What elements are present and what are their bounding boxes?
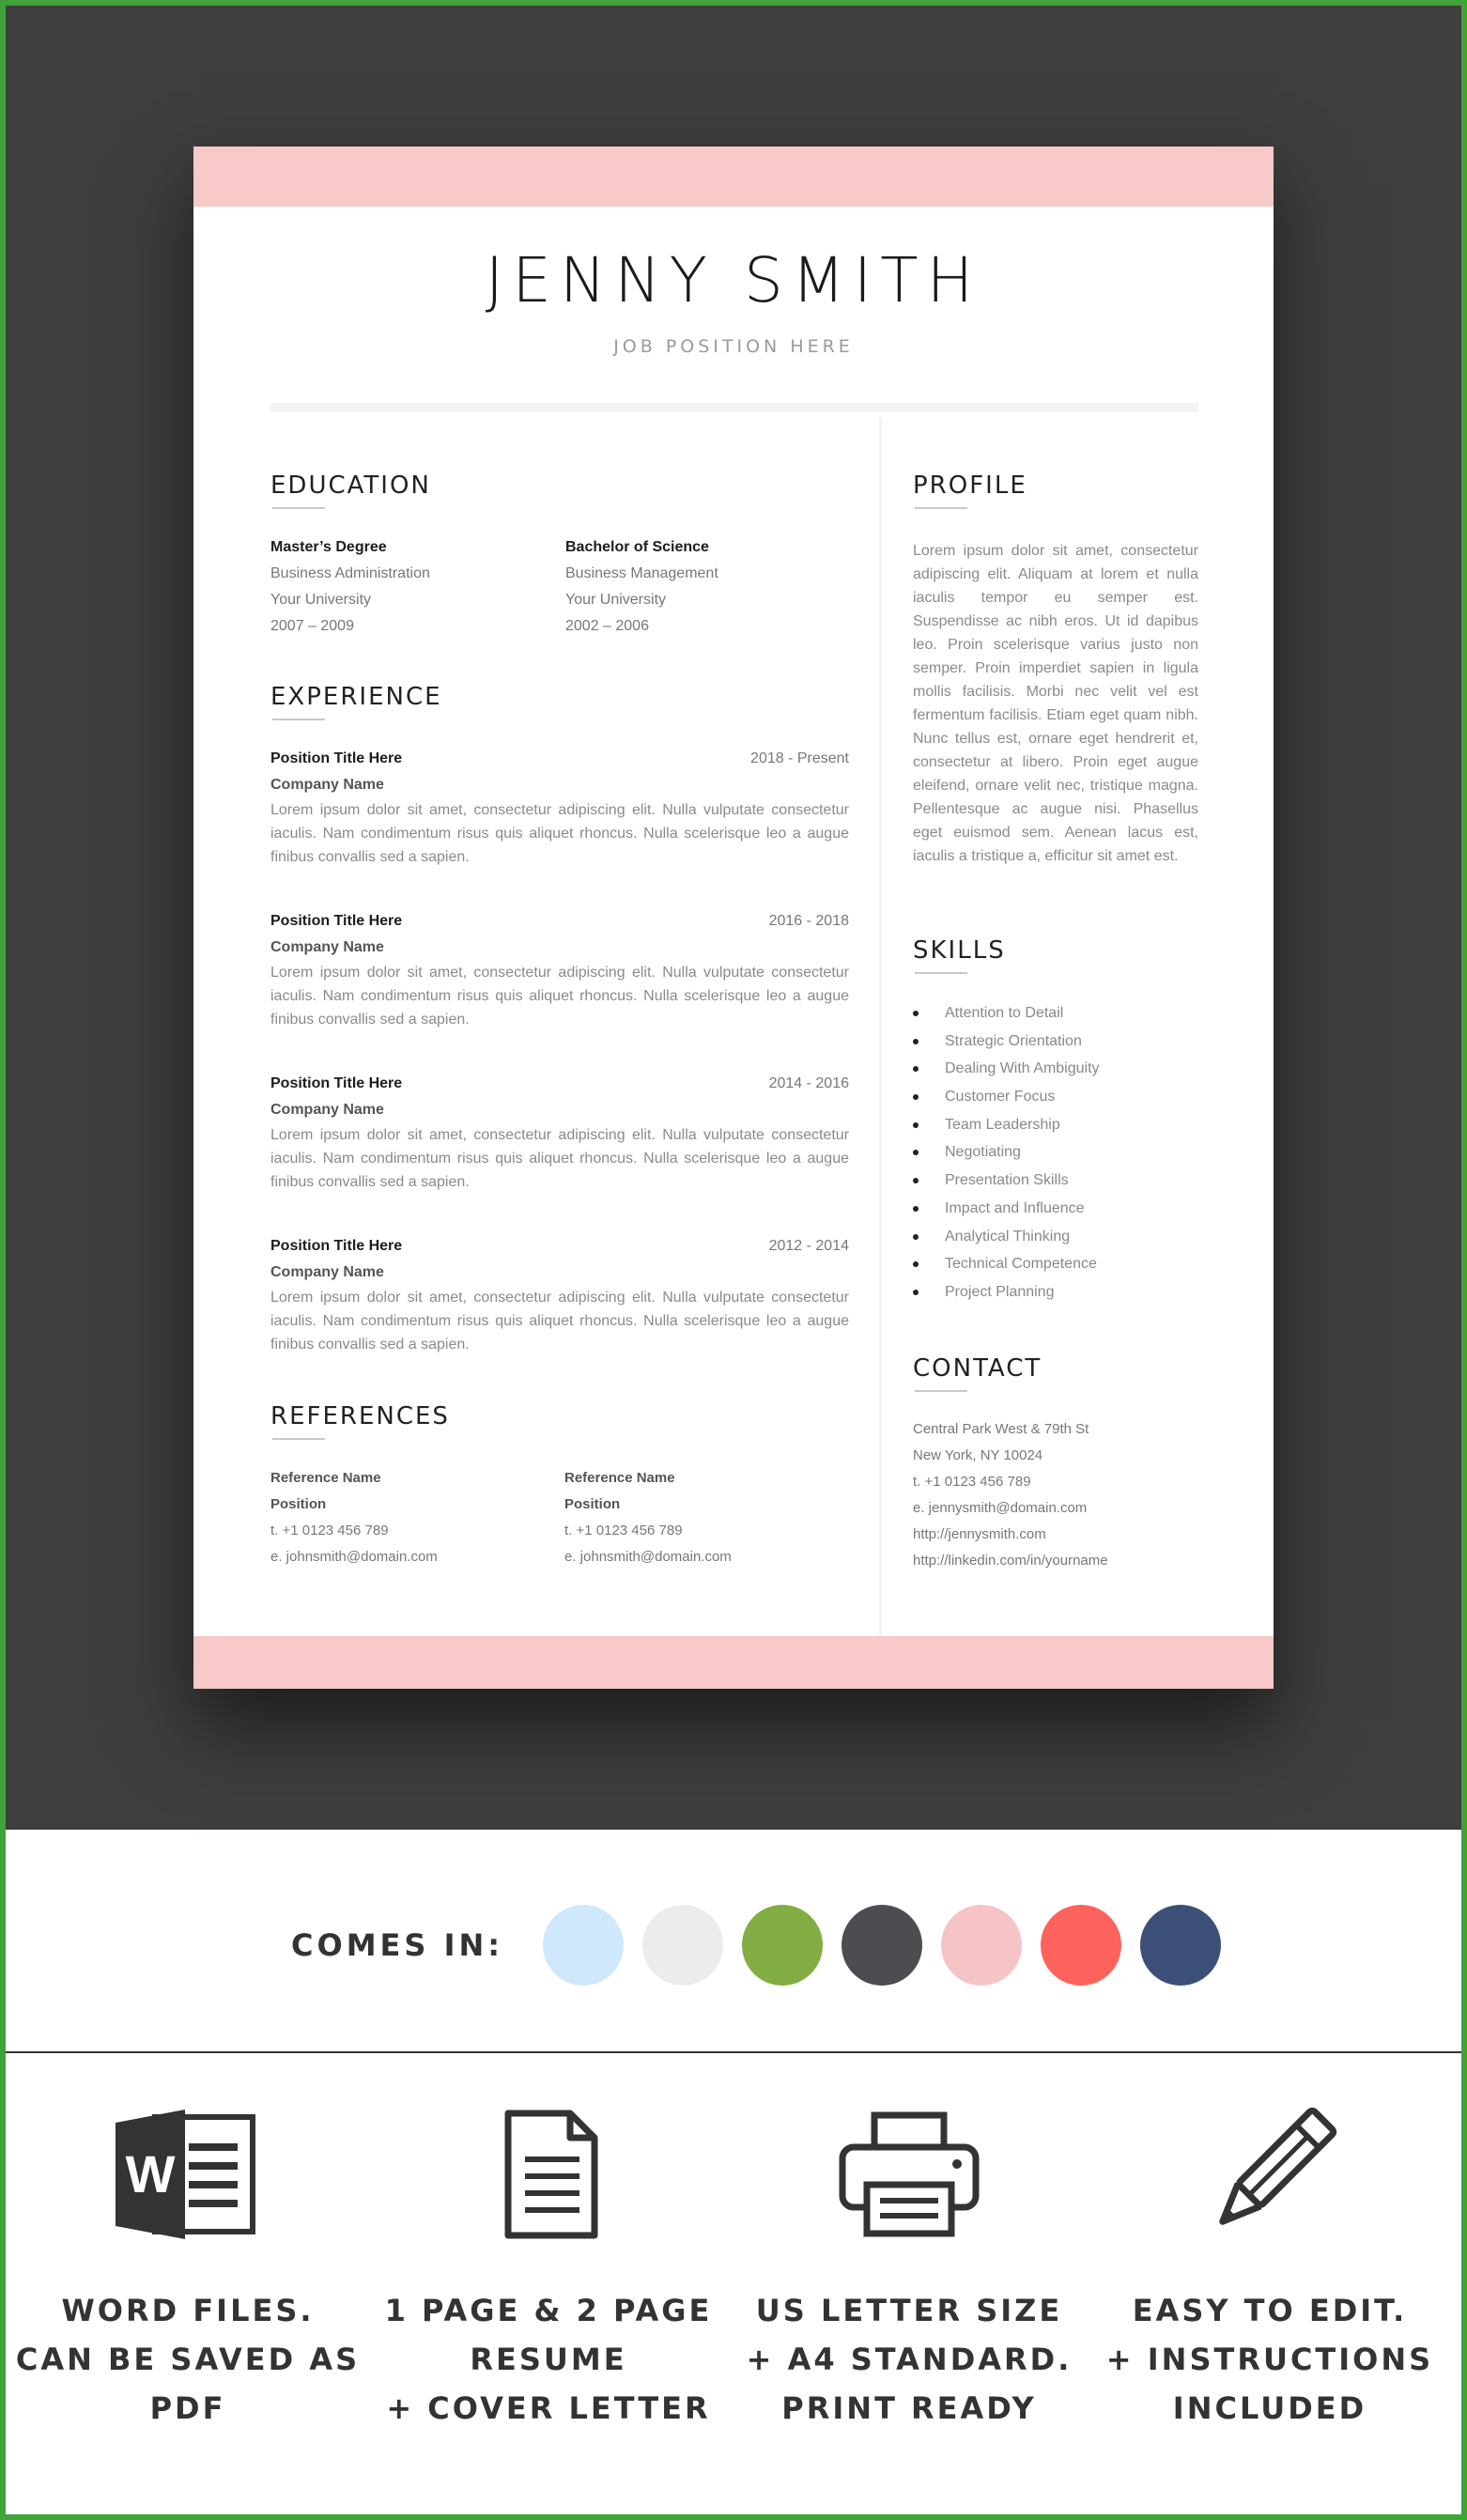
school: Your University xyxy=(565,592,667,608)
color-options xyxy=(291,1905,1221,1986)
skill-item: Negotiating xyxy=(913,1138,1100,1167)
contact-website: http://jennysmith.com xyxy=(913,1526,1046,1542)
feature-text xyxy=(726,2286,1092,2433)
feature-easy-edit xyxy=(1087,2104,1453,2433)
job-date: 2012 - 2014 xyxy=(768,1238,849,1254)
skill-item: Analytical Thinking xyxy=(913,1223,1100,1251)
comes-in-label: COMES IN: xyxy=(291,1927,504,1963)
feature-word-files xyxy=(5,2104,371,2433)
color-swatches xyxy=(524,1905,1221,1986)
reference-email: e. johnsmith@domain.com xyxy=(270,1549,438,1565)
skill-item: Strategic Orientation xyxy=(913,1028,1100,1056)
job-title: Position Title Here xyxy=(270,1075,403,1091)
experience-heading: EXPERIENCE xyxy=(270,683,442,711)
word-icon xyxy=(99,2104,277,2245)
profile-underline xyxy=(915,507,967,509)
skills-underline xyxy=(915,972,967,974)
document-icon xyxy=(459,2104,638,2245)
company-name: Company Name xyxy=(270,1102,384,1118)
feature-paper-size xyxy=(726,2104,1092,2433)
color-swatch[interactable] xyxy=(1140,1905,1221,1986)
school: Your University xyxy=(270,592,372,608)
color-swatch[interactable] xyxy=(842,1905,922,1986)
skills-list xyxy=(913,999,1100,1306)
feature-line: PDF xyxy=(149,2390,226,2426)
years: 2007 – 2009 xyxy=(270,618,354,634)
feature-line: PRINT READY xyxy=(781,2390,1037,2426)
accent-band-top xyxy=(193,147,1274,207)
company-name: Company Name xyxy=(270,939,384,955)
resume-page xyxy=(193,147,1274,1689)
feature-line: US LETTER SIZE xyxy=(755,2293,1063,2328)
header-divider xyxy=(270,403,1198,412)
feature-line: + COVER LETTER xyxy=(386,2390,711,2426)
reference-phone: t. +1 0123 456 789 xyxy=(564,1523,683,1538)
contact-lines xyxy=(913,1416,1108,1574)
feature-line: + INSTRUCTIONS xyxy=(1105,2342,1434,2377)
experience-underline xyxy=(272,719,325,720)
experience-item xyxy=(270,1233,849,1356)
feature-line: CAN BE SAVED AS xyxy=(15,2342,361,2377)
pencil-icon xyxy=(1181,2104,1359,2245)
contact-heading: CONTACT xyxy=(913,1354,1042,1383)
job-date: 2016 - 2018 xyxy=(768,913,849,929)
job-description: Lorem ipsum dolor sit amet, consectetur adipiscing elit. Nulla vulputate consectetur iaculis. Nam condimentum risus quis aliquet rhoncus. Nulla scelerisque leo a augue finibus convallis sed a sapien. xyxy=(270,1290,849,1353)
feature-line: INCLUDED xyxy=(1172,2390,1367,2426)
job-description: Lorem ipsum dolor sit amet, consectetur adipiscing elit. Nulla vulputate consectetur iaculis. Nam condimentum risus quis aliquet rhoncus. Nulla scelerisque leo a augue finibus convallis sed a sapien. xyxy=(270,965,849,1028)
accent-band-bottom xyxy=(193,1636,1274,1689)
reference-position: Position xyxy=(270,1496,327,1512)
feature-text xyxy=(365,2286,732,2433)
reference-name: Reference Name xyxy=(270,1470,381,1486)
color-swatch[interactable] xyxy=(1041,1905,1121,1986)
profile-heading: PROFILE xyxy=(913,472,1027,500)
experience-item xyxy=(270,908,849,1031)
education-item xyxy=(270,534,430,640)
svg-text:W: W xyxy=(125,2144,176,2203)
color-swatch[interactable] xyxy=(941,1905,1022,1986)
skills-heading: SKILLS xyxy=(913,936,1006,965)
contact-address: Central Park West & 79th St xyxy=(913,1421,1089,1437)
field: Business Management xyxy=(565,565,718,581)
skill-item: Attention to Detail xyxy=(913,999,1100,1028)
contact-phone: t. +1 0123 456 789 xyxy=(913,1474,1031,1490)
profile-text: Lorem ipsum dolor sit amet, consectetur adipiscing elit. Aliquam at lorem et nulla iaculis tempor eu semper est. Suspendisse ac nibh eros. Ut id dapibus leo. Proin scelerisque varius justo non semper. Proin imperdiet sapien in ligula mollis facilisis. Morbi nec velit vel est fermentum facilisis. Etiam eget quam nibh. Nunc tellus est, ornare eget hendrerit et, consectetur at libero. Proin eget augue eleifend, ornare velit nec, tristique magna. Pellentesque ac augue nisi. Phasellus eget euismod sem. Aenean lacus est, iaculis a tristique a, efficitur sit amet est. xyxy=(913,543,1198,864)
section-divider xyxy=(6,2051,1461,2053)
job-title: Position Title Here xyxy=(270,1238,403,1254)
feature-text xyxy=(1087,2286,1453,2433)
references-heading: REFERENCES xyxy=(270,1402,450,1430)
job-date: 2014 - 2016 xyxy=(768,1075,849,1091)
company-name: Company Name xyxy=(270,1264,384,1280)
reference-name: Reference Name xyxy=(564,1470,675,1486)
feature-page-count xyxy=(365,2104,732,2433)
skill-item: Technical Competence xyxy=(913,1250,1100,1278)
field: Business Administration xyxy=(270,565,430,581)
skill-item: Project Planning xyxy=(913,1278,1100,1306)
feature-line: + A4 STANDARD. xyxy=(746,2342,1073,2377)
feature-line: RESUME xyxy=(470,2342,627,2377)
contact-linkedin: http://linkedin.com/in/yourname xyxy=(913,1553,1108,1569)
resume-position: JOB POSITION HERE xyxy=(613,336,854,357)
reference-phone: t. +1 0123 456 789 xyxy=(270,1523,389,1538)
skill-item: Dealing With Ambiguity xyxy=(913,1055,1100,1083)
skill-item: Presentation Skills xyxy=(913,1167,1100,1195)
skill-item: Team Leadership xyxy=(913,1111,1100,1139)
printer-icon xyxy=(820,2104,998,2245)
column-divider xyxy=(879,417,882,1638)
resume-name: JENNY SMITH xyxy=(485,244,982,317)
job-title: Position Title Here xyxy=(270,750,403,766)
feature-line: WORD FILES. xyxy=(61,2293,315,2328)
skill-item: Customer Focus xyxy=(913,1083,1100,1111)
feature-line: 1 PAGE & 2 PAGE xyxy=(384,2293,713,2328)
contact-email: e. jennysmith@domain.com xyxy=(913,1500,1088,1516)
years: 2002 – 2006 xyxy=(565,618,649,634)
contact-underline xyxy=(915,1390,967,1392)
experience-item xyxy=(270,1071,849,1194)
reference-position: Position xyxy=(564,1496,621,1512)
references-underline xyxy=(272,1438,325,1440)
degree: Master’s Degree xyxy=(270,539,387,555)
education-underline xyxy=(272,507,325,509)
experience-item xyxy=(270,746,849,869)
feature-line: EASY TO EDIT. xyxy=(1132,2293,1408,2328)
job-title: Position Title Here xyxy=(270,913,403,929)
contact-city: New York, NY 10024 xyxy=(913,1447,1043,1463)
education-heading: EDUCATION xyxy=(270,472,431,500)
reference-item xyxy=(564,1465,732,1570)
skill-item: Impact and Influence xyxy=(913,1195,1100,1223)
job-description: Lorem ipsum dolor sit amet, consectetur adipiscing elit. Nulla vulputate consectetur iaculis. Nam condimentum risus quis aliquet rhoncus. Nulla scelerisque leo a augue finibus convallis sed a sapien. xyxy=(270,1127,849,1190)
feature-text xyxy=(5,2286,371,2433)
color-swatch[interactable] xyxy=(642,1905,723,1986)
job-date: 2018 - Present xyxy=(750,750,849,766)
company-name: Company Name xyxy=(270,777,384,793)
reference-email: e. johnsmith@domain.com xyxy=(564,1549,732,1565)
color-swatch[interactable] xyxy=(543,1905,624,1986)
reference-item xyxy=(270,1465,438,1570)
degree: Bachelor of Science xyxy=(565,539,709,555)
job-description: Lorem ipsum dolor sit amet, consectetur adipiscing elit. Nulla vulputate consectetur iaculis. Nam condimentum risus quis aliquet rhoncus. Nulla scelerisque leo a augue finibus convallis sed a sapien. xyxy=(270,802,849,865)
color-swatch[interactable] xyxy=(742,1905,823,1986)
education-item xyxy=(565,534,718,640)
